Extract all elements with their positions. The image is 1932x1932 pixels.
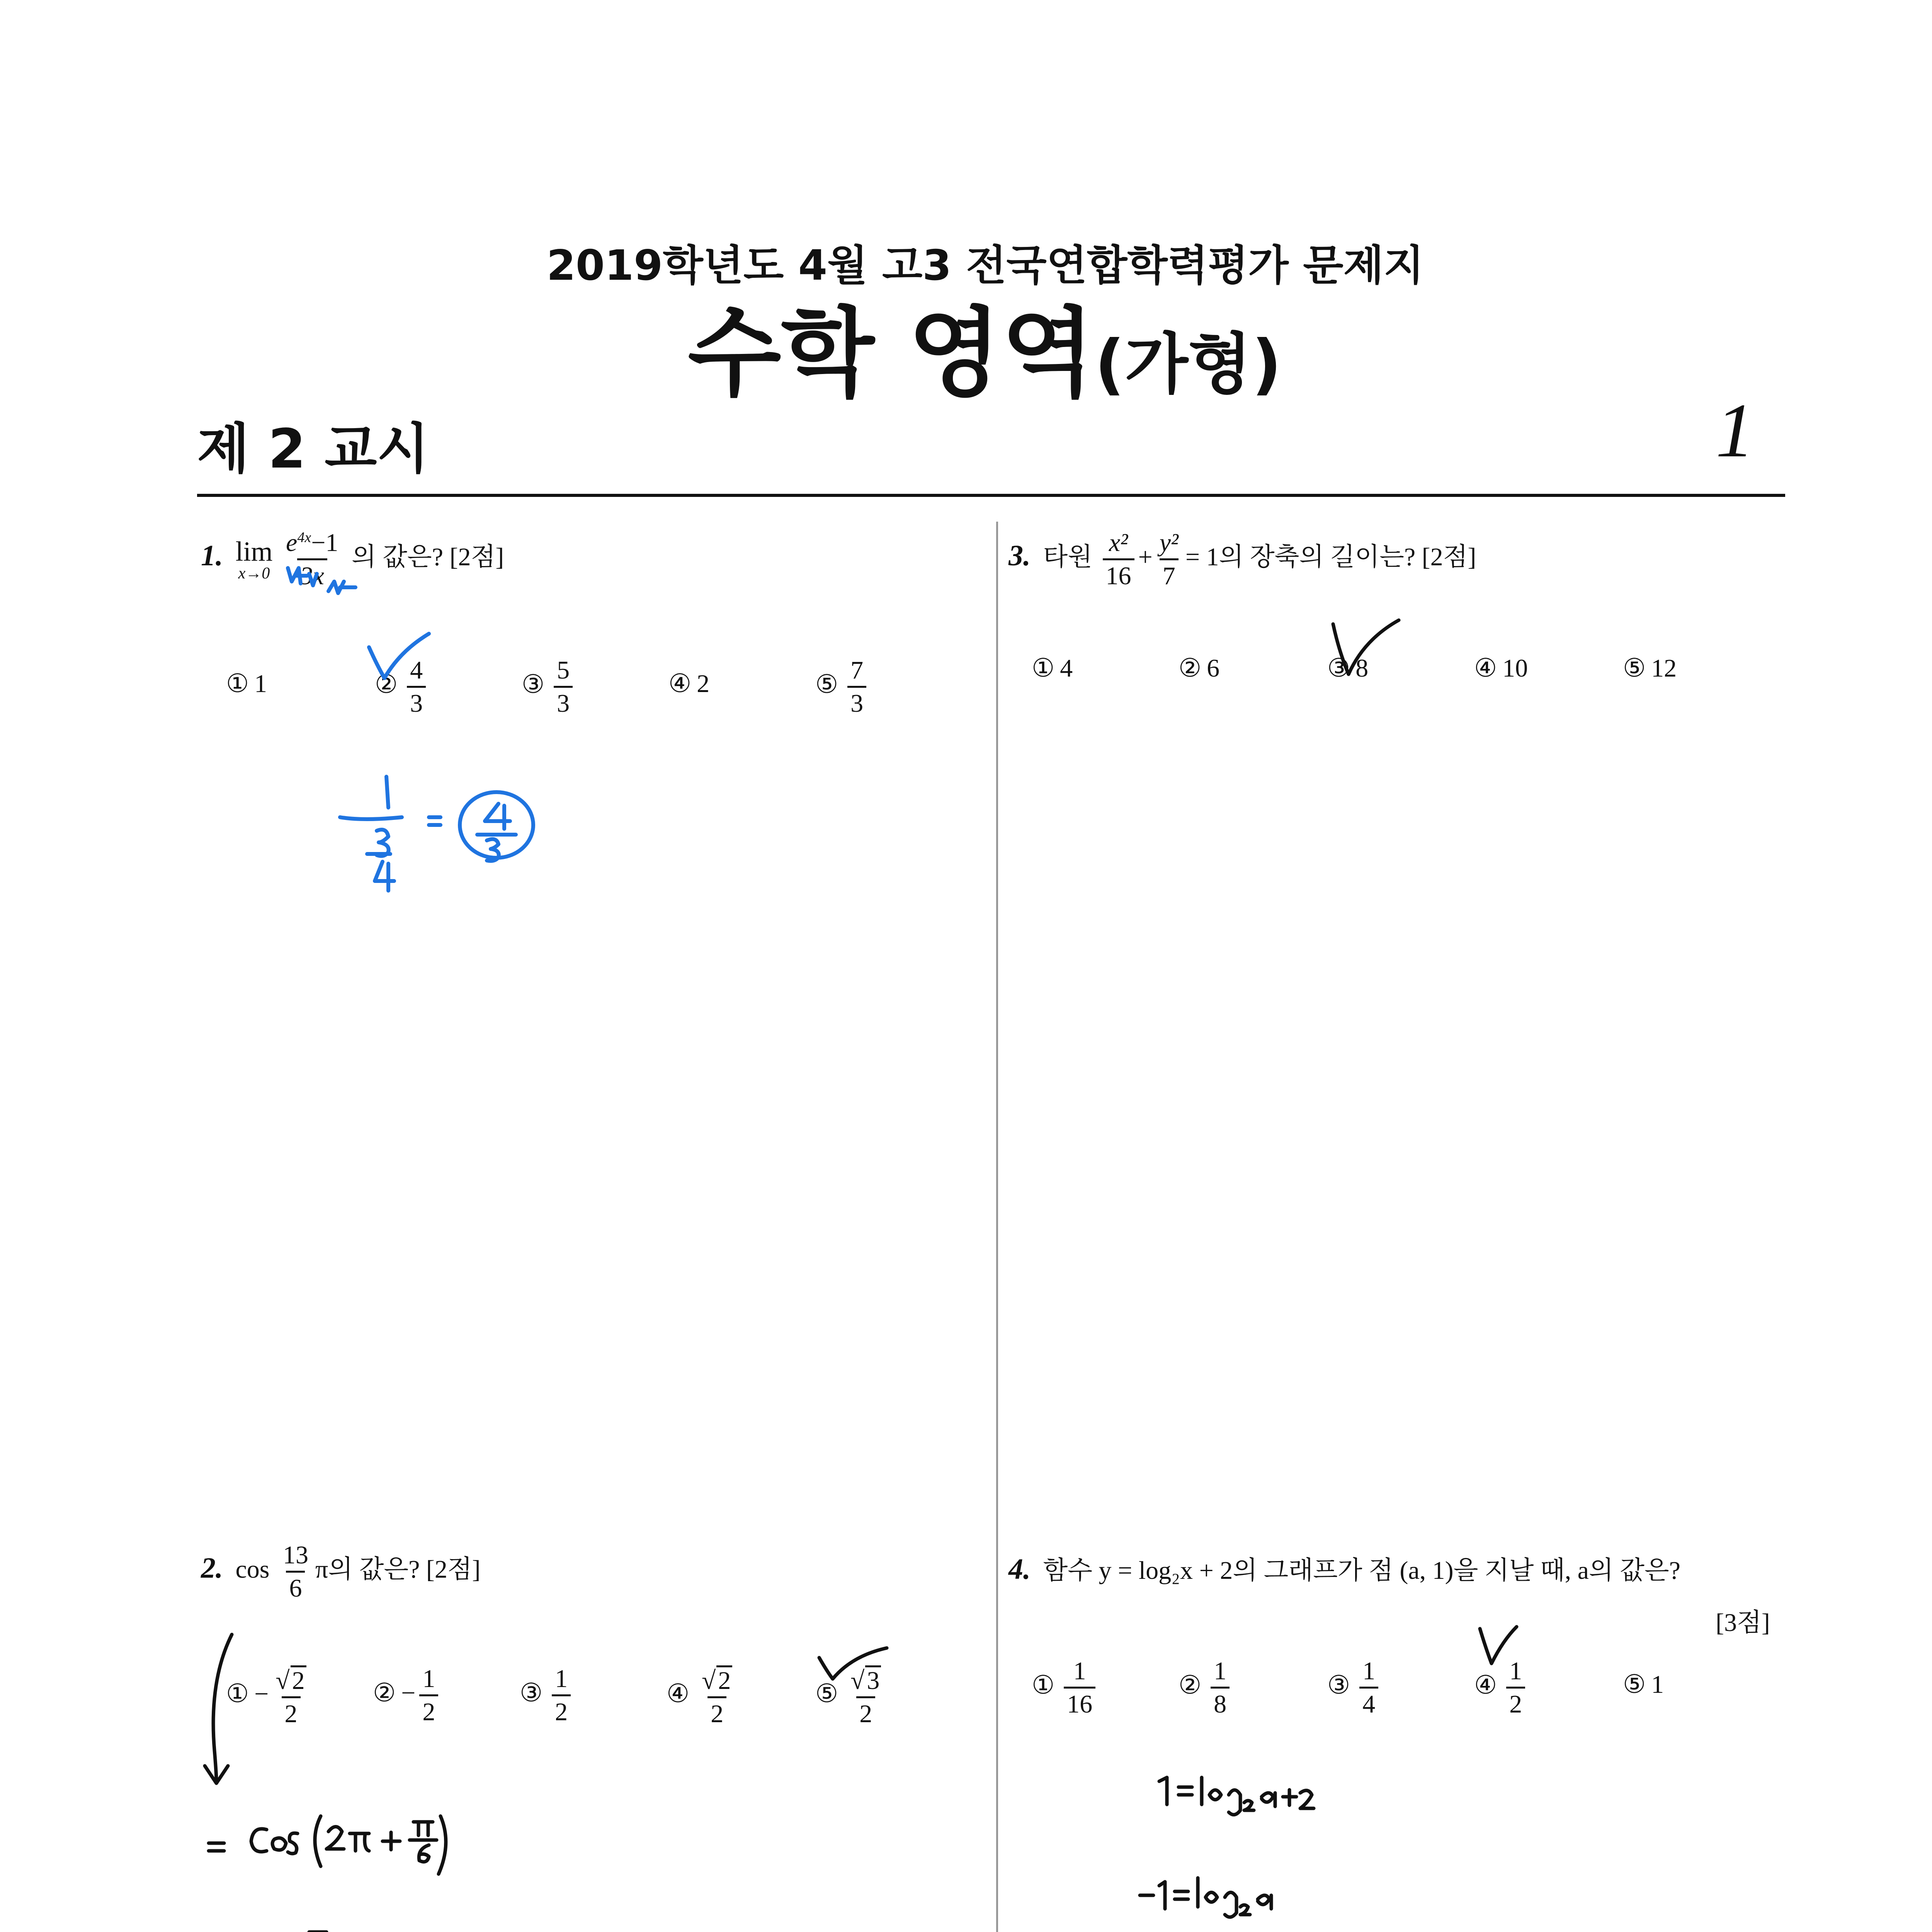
choice-value: 2 xyxy=(697,670,710,698)
choice-mark: ⑤ xyxy=(1623,1670,1646,1699)
choice-den: 2 xyxy=(856,1696,875,1727)
choice-den: 2 xyxy=(1506,1687,1525,1718)
choice-mark: ① xyxy=(226,670,249,698)
choice-mark: ① xyxy=(1032,654,1055,682)
choice-num: 1 xyxy=(1073,1657,1086,1685)
choice-sign: − xyxy=(254,1680,269,1708)
choice-den: 3 xyxy=(847,686,866,717)
lim-text: lim xyxy=(235,536,273,567)
q4-line1 xyxy=(1159,1777,1314,1815)
q1-num-base: e xyxy=(286,529,298,557)
question-number: 4. xyxy=(1009,1553,1031,1585)
choice-num: 7 xyxy=(850,656,864,684)
choice-mark: ③ xyxy=(1327,654,1350,682)
subject-name: 수학 영역 xyxy=(688,297,1095,410)
choice-mark: ⑤ xyxy=(815,1680,838,1708)
q1-den: 3x xyxy=(300,562,324,590)
subject-type: (가형) xyxy=(1095,326,1282,403)
choice-mark: ⑤ xyxy=(815,670,838,699)
lim-subscript: x→0 xyxy=(238,564,270,582)
q2-choice-4[interactable]: ④ $\frac{√2}{2}$ xyxy=(667,1665,739,1728)
q2-frac-num: 13 xyxy=(282,1541,308,1569)
question-points: [3점] xyxy=(1716,1609,1770,1637)
choice-mark: ⑤ xyxy=(1623,654,1646,682)
choice-value: 12 xyxy=(1651,654,1677,682)
q2-frac-den: 6 xyxy=(286,1571,305,1602)
question-prefix: 타원 xyxy=(1043,543,1093,571)
question-text: 의 값은? [2점] xyxy=(351,543,504,571)
q2-choice-1[interactable]: ① − $\frac{√2}{2}$ xyxy=(226,1665,313,1728)
page-number-big: 1 xyxy=(1716,388,1754,473)
choice-value: 8 xyxy=(1355,654,1369,682)
choice-den: 3 xyxy=(554,686,573,717)
choice-mark: ① xyxy=(1032,1671,1055,1699)
choice-mark: ② xyxy=(1179,654,1202,682)
question-number: 3. xyxy=(1009,539,1031,572)
q3-term2-den: 7 xyxy=(1160,558,1179,589)
choice-mark: ② xyxy=(373,1679,396,1707)
choice-num: 1 xyxy=(422,1665,435,1693)
choice-mark: ② xyxy=(1179,1671,1202,1699)
choice-num: 4 xyxy=(410,656,423,684)
choice-mark: ④ xyxy=(1474,654,1497,682)
choice-num: 1 xyxy=(555,1665,568,1693)
question-text: 함수 y = log₂x + 2의 그래프가 점 (a, 1)을 지날 때, a의 값은? xyxy=(1043,1556,1680,1585)
choice-den: 16 xyxy=(1064,1687,1095,1718)
choice-den: 2 xyxy=(282,1696,301,1727)
exam-title: 2019학년도 4월 고3 전국연합학력평가 문제지 xyxy=(546,242,1424,290)
choice-mark: ① xyxy=(226,1680,249,1708)
question-number: 2. xyxy=(201,1551,223,1584)
q1-num-tail: −1 xyxy=(311,529,338,557)
q3-plus: + xyxy=(1138,543,1153,571)
choice-value: 10 xyxy=(1502,654,1528,682)
question-text: = 1의 장축의 길이는? [2점] xyxy=(1185,543,1476,571)
choice-root: 2 xyxy=(716,1665,732,1694)
choice-den: 8 xyxy=(1211,1687,1230,1718)
choice-num: 1 xyxy=(1214,1657,1227,1685)
q3-term1-den: 16 xyxy=(1103,558,1134,589)
choice-root: 3 xyxy=(865,1665,881,1694)
choice-num: 1 xyxy=(1362,1657,1376,1685)
choice-mark: ③ xyxy=(522,670,545,699)
question-text: π의 값은? [2점] xyxy=(315,1555,481,1583)
choice-value: 4 xyxy=(1060,654,1073,682)
choice-den: 2 xyxy=(707,1696,726,1727)
period-label: 제 2 교시 xyxy=(197,418,429,481)
choice-mark: ④ xyxy=(668,670,692,698)
q3-term1-num: x² xyxy=(1109,529,1128,557)
choice-den: 4 xyxy=(1359,1687,1378,1718)
choice-value: 6 xyxy=(1207,654,1220,682)
choice-num: 1 xyxy=(1509,1657,1522,1685)
choice-root: 2 xyxy=(291,1665,306,1694)
choice-mark: ② xyxy=(375,670,398,699)
choice-mark: ④ xyxy=(1474,1671,1497,1699)
choice-mark: ④ xyxy=(667,1680,690,1708)
choice-mark: ③ xyxy=(520,1679,543,1707)
choice-den: 2 xyxy=(419,1694,438,1725)
choice-num: 5 xyxy=(557,656,570,684)
choice-mark: ③ xyxy=(1327,1671,1350,1699)
q4-checkmark xyxy=(1480,1627,1517,1663)
choice-den: 3 xyxy=(407,686,426,717)
choice-value: 1 xyxy=(1651,1670,1664,1699)
choice-sign: − xyxy=(401,1679,416,1707)
q3-term2-num: y² xyxy=(1159,529,1179,557)
q4-line2 xyxy=(1140,1878,1271,1917)
cos-label: cos xyxy=(235,1555,270,1583)
choice-den: 2 xyxy=(552,1694,571,1725)
question-number: 1. xyxy=(201,539,223,572)
q1-num-exp: 4x xyxy=(297,529,311,546)
q2-choice-5[interactable]: ⑤ $\frac{√3}{2}$ xyxy=(815,1665,888,1728)
choice-value: 1 xyxy=(254,670,267,698)
